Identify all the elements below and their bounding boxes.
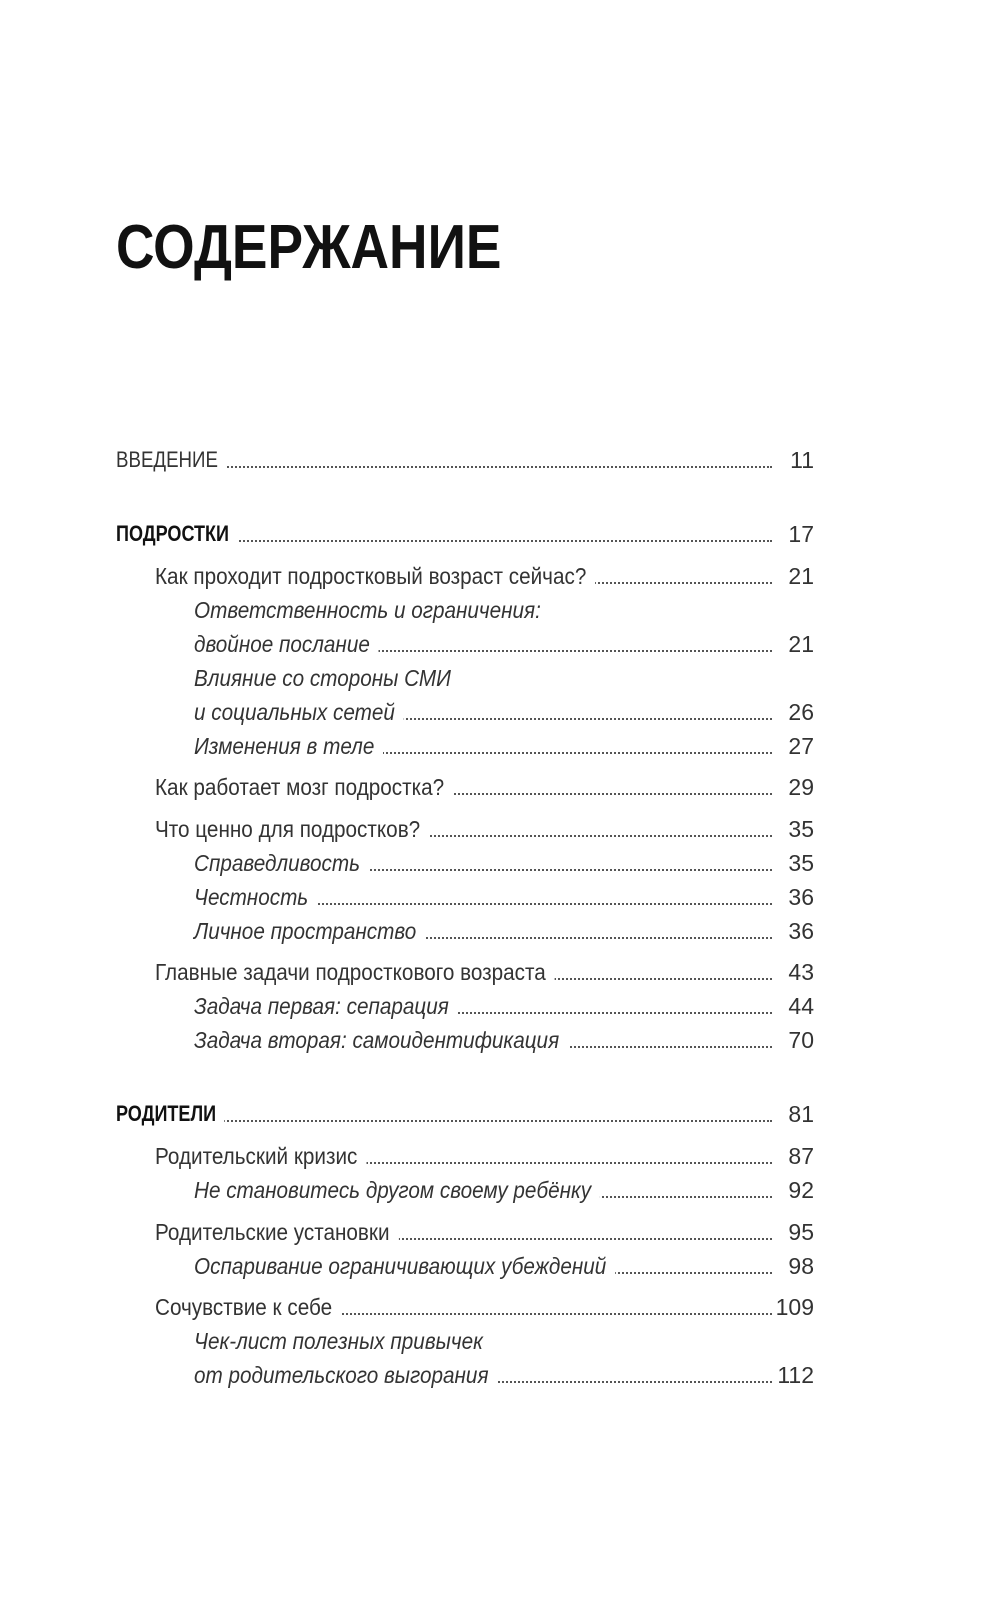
toc-entry-title: ПОДРОСТКИ <box>116 520 237 548</box>
toc-entry[interactable] <box>0 1327 1000 1361</box>
toc-entry[interactable] <box>0 1293 1000 1327</box>
toc-entry[interactable] <box>0 992 1000 1026</box>
toc-entry-title: Влияние со стороны СМИ <box>194 665 451 691</box>
toc-entry[interactable] <box>0 773 1000 807</box>
toc-entry-title: Ответственность и ограничения: <box>194 597 541 623</box>
toc-entry[interactable] <box>0 1176 1000 1210</box>
toc-entry[interactable] <box>0 1218 1000 1252</box>
toc-page-number: 95 <box>788 1219 814 1245</box>
toc-page-number: 29 <box>788 774 814 800</box>
toc-entry[interactable] <box>0 596 1000 630</box>
toc-page-number: 43 <box>788 959 814 985</box>
toc-entry-title: двойное послание <box>194 630 379 658</box>
toc-entry[interactable] <box>0 1361 1000 1395</box>
toc-entry-title: от родительского выгорания <box>194 1361 498 1389</box>
toc-entry[interactable] <box>0 664 1000 698</box>
toc-entry-title: Изменения в теле <box>194 732 383 760</box>
toc-entry[interactable] <box>0 815 1000 849</box>
toc-page-number: 81 <box>788 1101 814 1127</box>
page-title: СОДЕРЖАНИЕ <box>116 213 502 282</box>
toc-entry[interactable] <box>0 1252 1000 1286</box>
toc-page-number: 21 <box>788 631 814 657</box>
toc-entry-title: Родительские установки <box>155 1218 399 1246</box>
toc-entry[interactable] <box>0 958 1000 992</box>
toc-entry[interactable] <box>0 1026 1000 1060</box>
toc-entry-title: Оспаривание ограничивающих убеждений <box>194 1252 615 1280</box>
toc-entry-title: Родительский кризис <box>155 1142 366 1170</box>
toc-entry[interactable] <box>0 1142 1000 1176</box>
toc-entry[interactable] <box>0 630 1000 664</box>
toc-entry[interactable] <box>0 849 1000 883</box>
toc-entry-title: Задача первая: сепарация <box>194 992 458 1020</box>
toc-entry-title: Как работает мозг подростка? <box>155 773 453 801</box>
toc-page-number: 87 <box>788 1143 814 1169</box>
toc-entry-title: Чек-лист полезных привычек <box>194 1328 483 1354</box>
toc-page-number: 27 <box>788 733 814 759</box>
toc-page-number: 70 <box>788 1027 814 1053</box>
toc-page-number: 21 <box>788 563 814 589</box>
toc-entry-title: Что ценно для подростков? <box>155 815 429 843</box>
toc-page-number: 26 <box>788 699 814 725</box>
toc-entry-title: РОДИТЕЛИ <box>116 1100 224 1128</box>
toc-page-number: 35 <box>788 816 814 842</box>
toc-entry-parents[interactable] <box>0 1100 1000 1134</box>
toc-page-number: 92 <box>788 1177 814 1203</box>
toc-entry-title: Честность <box>194 883 317 911</box>
toc-entry-title: Главные задачи подросткового возраста <box>155 958 555 986</box>
toc-entry-title: Сочувствие к себе <box>155 1293 341 1321</box>
toc-entry[interactable] <box>0 917 1000 951</box>
toc-page-number: 109 <box>775 1294 814 1320</box>
toc-page-number: 35 <box>788 850 814 876</box>
toc-page-number: 17 <box>788 521 814 547</box>
toc-page-number: 44 <box>788 993 814 1019</box>
toc-page-number: 11 <box>790 447 814 473</box>
toc-entry[interactable] <box>0 883 1000 917</box>
toc-page-number: 98 <box>788 1253 814 1279</box>
toc-entry-title: и социальных сетей <box>194 698 404 726</box>
toc-entry-title: ВВЕДЕНИЕ <box>116 446 226 474</box>
toc-entry-title: Как проходит подростковый возраст сейчас? <box>155 562 595 590</box>
toc-entry[interactable] <box>0 732 1000 766</box>
toc-entry-title: Не становитесь другом своему ребёнку <box>194 1176 600 1204</box>
toc-page-number: 36 <box>788 884 814 910</box>
toc-entry[interactable] <box>0 562 1000 596</box>
toc-entry-title: Задача вторая: самоидентификация <box>194 1026 568 1054</box>
toc-entry-introduction[interactable] <box>0 446 1000 480</box>
toc-entry-title: Личное пространство <box>194 917 425 945</box>
toc-page-number: 36 <box>788 918 814 944</box>
toc-entry-title: Справедливость <box>194 849 369 877</box>
toc-entry[interactable] <box>0 698 1000 732</box>
toc-page-number: 112 <box>777 1362 814 1388</box>
toc-entry-teenagers[interactable] <box>0 520 1000 554</box>
